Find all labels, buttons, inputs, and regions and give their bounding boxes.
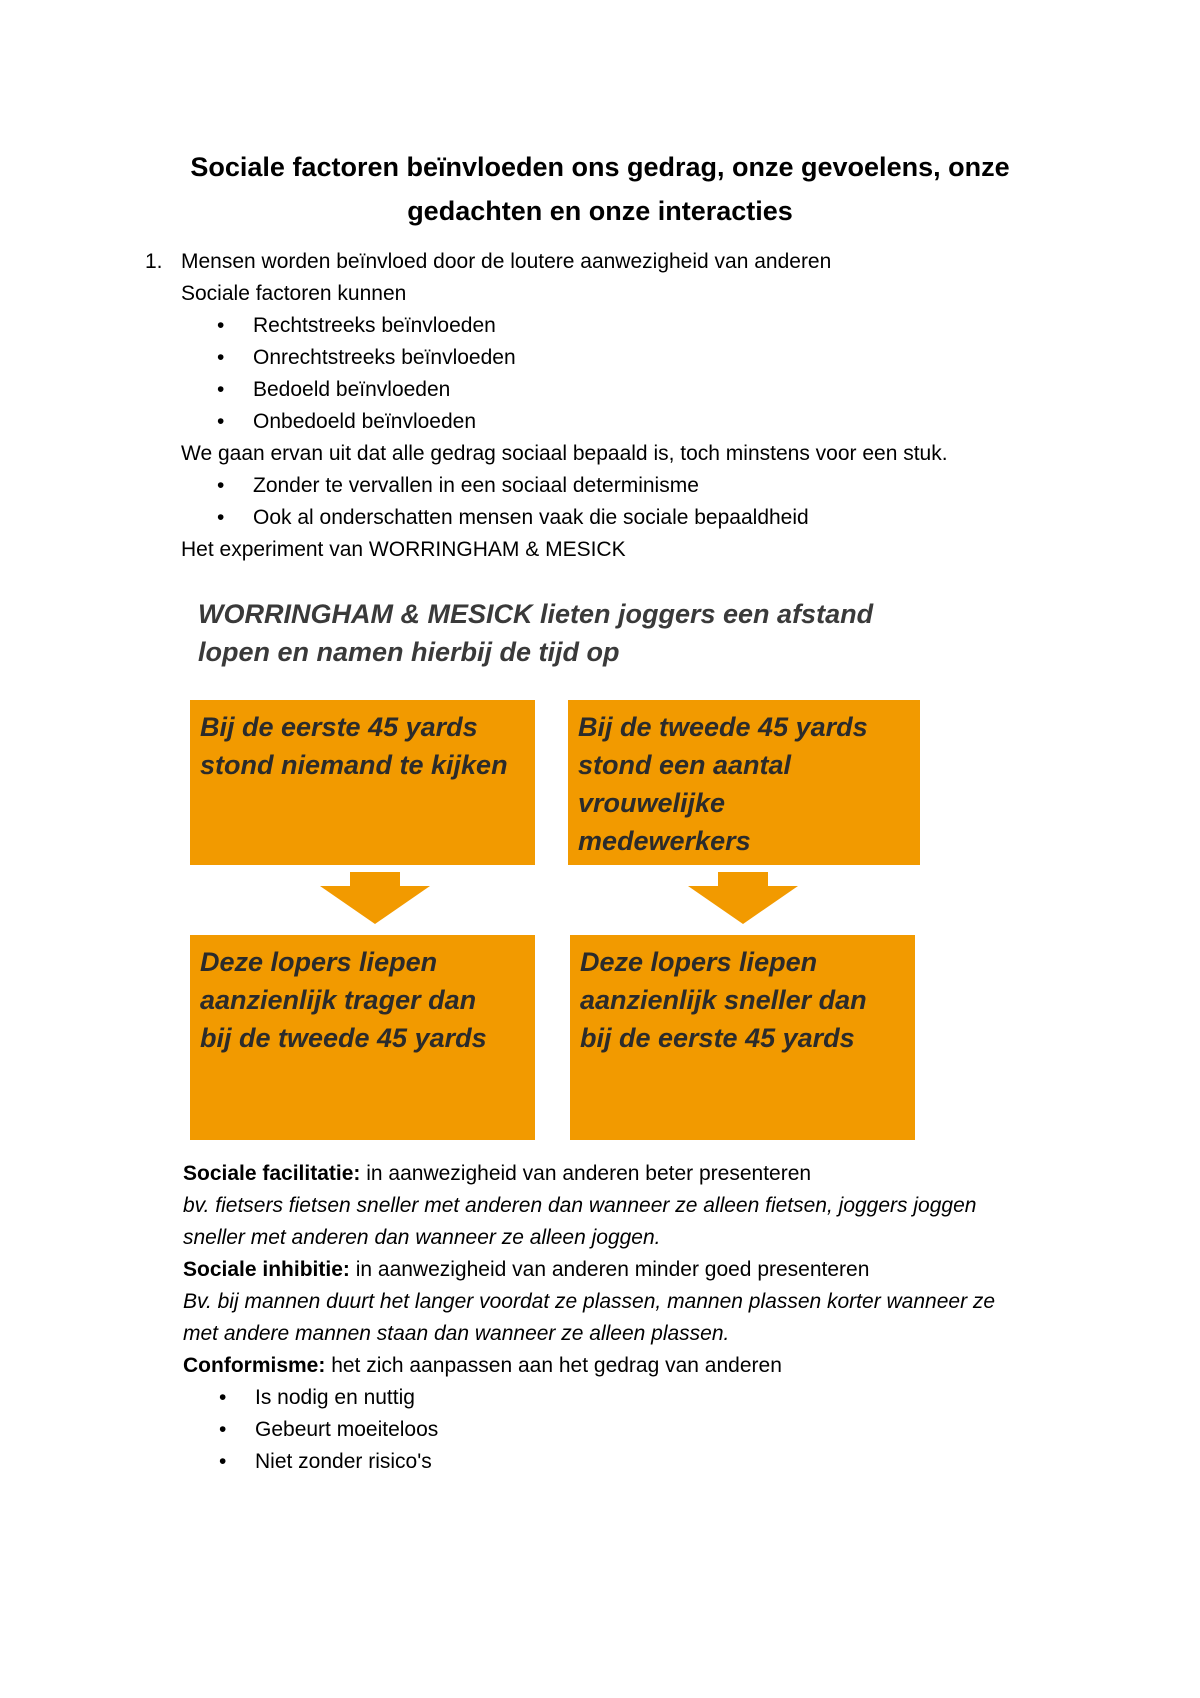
inhibitie-definition [183,1254,1063,1286]
facilitatie-def: in aanwezigheid van anderen beter presenteren [360,1162,812,1185]
page-title [150,145,1050,233]
list-item: • Onrechtstreeks beïnvloeden [217,342,1045,374]
inhibitie-example-1: Bv. bij mannen duurt het langer voordat ze plassen, mannen plassen korter wanneer ze [183,1290,996,1313]
title-line-1: Sociale factoren beïnvloeden ons gedrag, onze gevoelens, onze [190,152,1010,182]
box-line: aanzienlijk trager dan [200,985,477,1015]
box-line: stond niemand te kijken [200,750,508,780]
facilitatie-term: Sociale facilitatie: [183,1162,361,1185]
list-item: • Ook al onderschatten mensen vaak die sociale bepaaldheid [217,502,1045,534]
section-2 [183,1158,1063,1478]
list-item: • Is nodig en nuttig [219,1382,1063,1414]
inhibitie-def: in aanwezigheid van anderen minder goed presenteren [349,1258,870,1281]
diagram-title [198,595,918,671]
down-arrow-left-icon [320,872,430,924]
box-line: Deze lopers liepen [580,947,818,977]
list-item: • Niet zonder risico's [219,1446,1063,1478]
title-line-2: gedachten en onze interacties [407,196,793,226]
box-line: stond een aantal [578,750,792,780]
box-first-45-yards [190,700,535,865]
intro-text: Sociale factoren kunnen [181,282,407,305]
inhibitie-term: Sociale inhibitie: [183,1258,350,1281]
conformisme-definition [183,1350,1063,1382]
box-line: vrouwelijke [578,788,726,818]
box-line: medewerkers [578,826,751,856]
list-item: • Bedoeld beïnvloeden [217,374,1045,406]
facilitatie-example-1: bv. fietsers fietsen sneller met anderen dan wanneer ze alleen fietsen, joggers joggen [183,1194,977,1217]
conformisme-term: Conformisme: [183,1354,326,1377]
list-item: • Zonder te vervallen in een sociaal determinisme [217,470,1045,502]
section-1-heading [145,246,1045,278]
experiment-diagram [190,595,930,1155]
influence-list [145,310,1045,438]
box-slower-result [190,935,535,1140]
box-line: aanzienlijk sneller dan [580,985,867,1015]
facilitatie-definition [183,1158,1063,1190]
section-heading-text: Mensen worden beïnvloed door de loutere aanwezigheid van anderen [181,250,832,273]
conformisme-list [183,1382,1063,1478]
box-line: bij de eerste 45 yards [580,1023,855,1053]
box-line: Deze lopers liepen [200,947,438,977]
box-line: bij de tweede 45 yards [200,1023,487,1053]
inhibitie-example-2: met andere mannen staan dan wanneer ze alleen plassen. [183,1322,730,1345]
list-item: • Gebeurt moeiteloos [219,1414,1063,1446]
diagram-title-line-1: WORRINGHAM & MESICK lieten joggers een afstand [198,599,874,629]
nuance-list [145,470,1045,534]
list-item: • Onbedoeld beïnvloeden [217,406,1045,438]
section-number: 1. [145,250,163,273]
section-1 [145,246,1045,566]
box-second-45-yards [568,700,920,865]
facilitatie-example-2: sneller met anderen dan wanneer ze alleen joggen. [183,1226,661,1249]
box-line: Bij de tweede 45 yards [578,712,868,742]
statement-text: We gaan ervan uit dat alle gedrag sociaal bepaald is, toch minstens voor een stuk. [181,442,948,465]
down-arrow-right-icon [688,872,798,924]
experiment-text: Het experiment van WORRINGHAM & MESICK [181,538,626,561]
box-line: Bij de eerste 45 yards [200,712,478,742]
conformisme-def: het zich aanpassen aan het gedrag van anderen [325,1354,782,1377]
box-faster-result [570,935,915,1140]
list-item: • Rechtstreeks beïnvloeden [217,310,1045,342]
diagram-title-line-2: lopen en namen hierbij de tijd op [198,637,620,667]
